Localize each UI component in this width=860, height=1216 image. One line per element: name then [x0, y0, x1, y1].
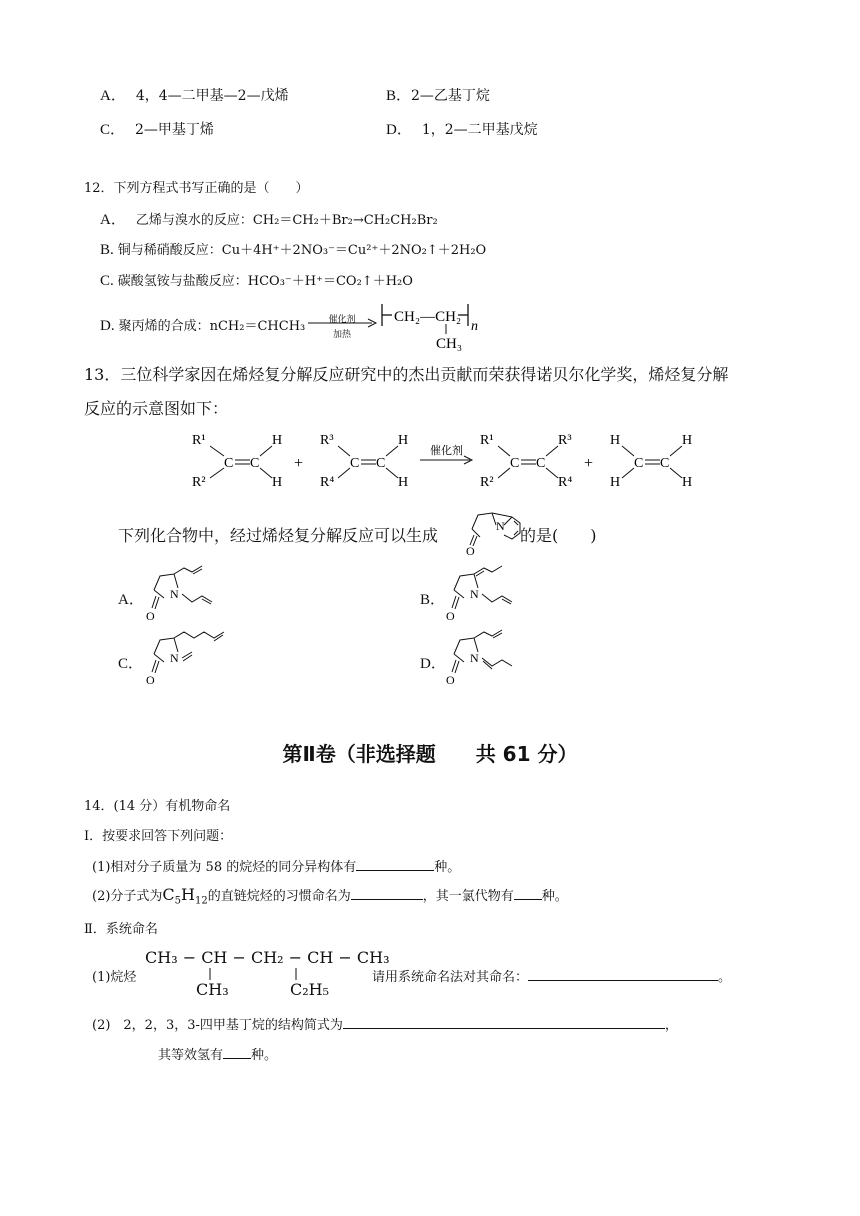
svg-text:C: C: [350, 456, 360, 471]
q14-p1-1: (1)相对分子质量为 58 的烷烃的同分异构体有 种。: [92, 856, 460, 875]
svg-text:O: O: [146, 609, 155, 623]
q12-poly-main: CH₂—CH₂: [394, 309, 462, 325]
q13-target-molecule: [462, 503, 526, 559]
svg-text:H: H: [272, 475, 283, 490]
q11-option-a: A． 4，4—二甲基—2—戊烯: [100, 88, 289, 104]
q12-option-c: C. 碳酸氢铵与盐酸反应：HCO₃⁻＋H⁺＝CO₂↑＋H₂O: [100, 273, 413, 289]
svg-text:H: H: [272, 433, 283, 448]
answer-blank-equivalent-h[interactable]: [223, 1044, 251, 1059]
q13-option-c-molecule: [140, 626, 240, 688]
q11-option-b: B．2—乙基丁烷: [386, 88, 490, 104]
svg-text:C: C: [376, 456, 386, 471]
svg-text:O: O: [466, 544, 475, 558]
q13-stem-line1: 13．三位科学家因在烯烃复分解反应研究中的杰出贡献而荣获得诺贝尔化学奖，烯烃复分解: [84, 365, 729, 384]
answer-blank-structure[interactable]: [343, 1014, 665, 1029]
svg-text:C: C: [536, 456, 546, 471]
svg-text:催化剂: 催化剂: [430, 445, 463, 457]
q14-p2-2: (2) 2，2，3，3-四甲基丁烷的结构简式为 ，: [92, 1014, 678, 1033]
q13-option-c-label: C．: [118, 656, 144, 672]
q12-polypropylene-structure: [380, 300, 490, 352]
svg-text:H: H: [398, 433, 409, 448]
q13-option-d-label: D．: [420, 656, 446, 672]
svg-text:R⁴: R⁴: [320, 475, 335, 490]
answer-blank-common-name[interactable]: [351, 885, 423, 900]
q12-option-b: B. 铜与稀硝酸反应：Cu＋4H⁺＋2NO₃⁻＝Cu²⁺＋2NO₂↑＋2H₂O: [100, 242, 487, 258]
svg-text:R²: R²: [192, 475, 206, 490]
svg-text:N: N: [170, 587, 179, 601]
q14-alkane-sub1: CH₃: [196, 980, 229, 999]
answer-blank-monochloro[interactable]: [514, 885, 542, 900]
q12-option-a: A． 乙烯与溴水的反应：CH₂＝CH₂＋Br₂→CH₂CH₂Br₂: [100, 212, 438, 228]
q14-p2-1-post: 请用系统命名法对其命名： 。: [372, 966, 731, 985]
svg-text:+: +: [294, 455, 304, 472]
svg-text:H: H: [682, 433, 693, 448]
svg-text:O: O: [146, 673, 155, 687]
svg-text:C: C: [634, 456, 644, 471]
svg-text:N: N: [496, 519, 505, 533]
svg-text:H: H: [610, 475, 621, 490]
svg-text:+: +: [584, 455, 594, 472]
svg-text:R²: R²: [480, 475, 494, 490]
svg-text:H: H: [398, 475, 409, 490]
answer-blank-systematic-name[interactable]: [528, 966, 718, 981]
svg-text:C: C: [224, 456, 234, 471]
section-title: 第Ⅱ卷（非选择题 共 61 分）: [282, 742, 578, 766]
svg-text:C: C: [250, 456, 260, 471]
svg-text:O: O: [446, 609, 455, 623]
q13-option-a-molecule: [140, 562, 230, 624]
q13-ask-post: 的是( ): [520, 526, 597, 545]
q12-option-d: D. 聚丙烯的合成：nCH₂＝CHCH₃: [100, 318, 306, 334]
q13-metathesis-scheme: [190, 426, 710, 496]
svg-text:H: H: [610, 433, 621, 448]
q13-option-d-molecule: [440, 626, 530, 688]
svg-text:R⁴: R⁴: [558, 475, 573, 490]
q14-part2: Ⅱ．系统命名: [84, 922, 158, 937]
q14-part1: Ⅰ．按要求回答下列问题：: [84, 829, 233, 844]
q12-stem: 12．下列方程式书写正确的是（ ）: [84, 181, 309, 196]
svg-text:N: N: [170, 651, 179, 665]
svg-text:C: C: [510, 456, 520, 471]
q13-option-b-molecule: [440, 562, 530, 624]
q11-option-d: D． 1，2—二甲基戊烷: [386, 122, 538, 138]
q12-cond-bottom: 加热: [332, 330, 351, 340]
svg-text:N: N: [470, 587, 479, 601]
q14-p2-1-pre: (1)烷烃: [92, 970, 137, 985]
svg-text:O: O: [446, 673, 455, 687]
q14-alkane-sub2: C₂H₅: [290, 980, 330, 999]
q14-head: 14．(14 分）有机物命名: [84, 799, 231, 814]
svg-text:H: H: [682, 475, 693, 490]
q14-p2-2-line2: 其等效氢有 种。: [158, 1044, 277, 1063]
svg-text:R¹: R¹: [480, 433, 494, 448]
answer-blank-isomers[interactable]: [356, 856, 434, 871]
q12-cond-top: 催化剂: [328, 315, 356, 325]
q13-stem-line2: 反应的示意图如下：: [84, 399, 229, 418]
q14-alkane-formula: CH₃ − CH − CH₂ − CH − CH₃: [145, 948, 390, 967]
svg-text:R³: R³: [558, 433, 572, 448]
q13-ask-pre: 下列化合物中，经过烯烃复分解反应可以生成: [118, 526, 439, 545]
svg-text:C: C: [660, 456, 670, 471]
svg-text:R¹: R¹: [192, 433, 206, 448]
q12-poly-n: n: [471, 319, 478, 334]
svg-text:N: N: [470, 651, 479, 665]
q11-option-c: C． 2—甲基丁烯: [100, 122, 214, 138]
q12-poly-sub: CH₃: [436, 336, 463, 352]
q13-option-a-label: A．: [118, 592, 144, 608]
q14-p1-2: (2)分子式为$C_5H_{12}$的直链烷烃的习惯命名为 ，其一氯代物有 种。: [92, 885, 568, 907]
q13-option-b-label: B．: [420, 592, 446, 608]
svg-text:R³: R³: [320, 433, 334, 448]
